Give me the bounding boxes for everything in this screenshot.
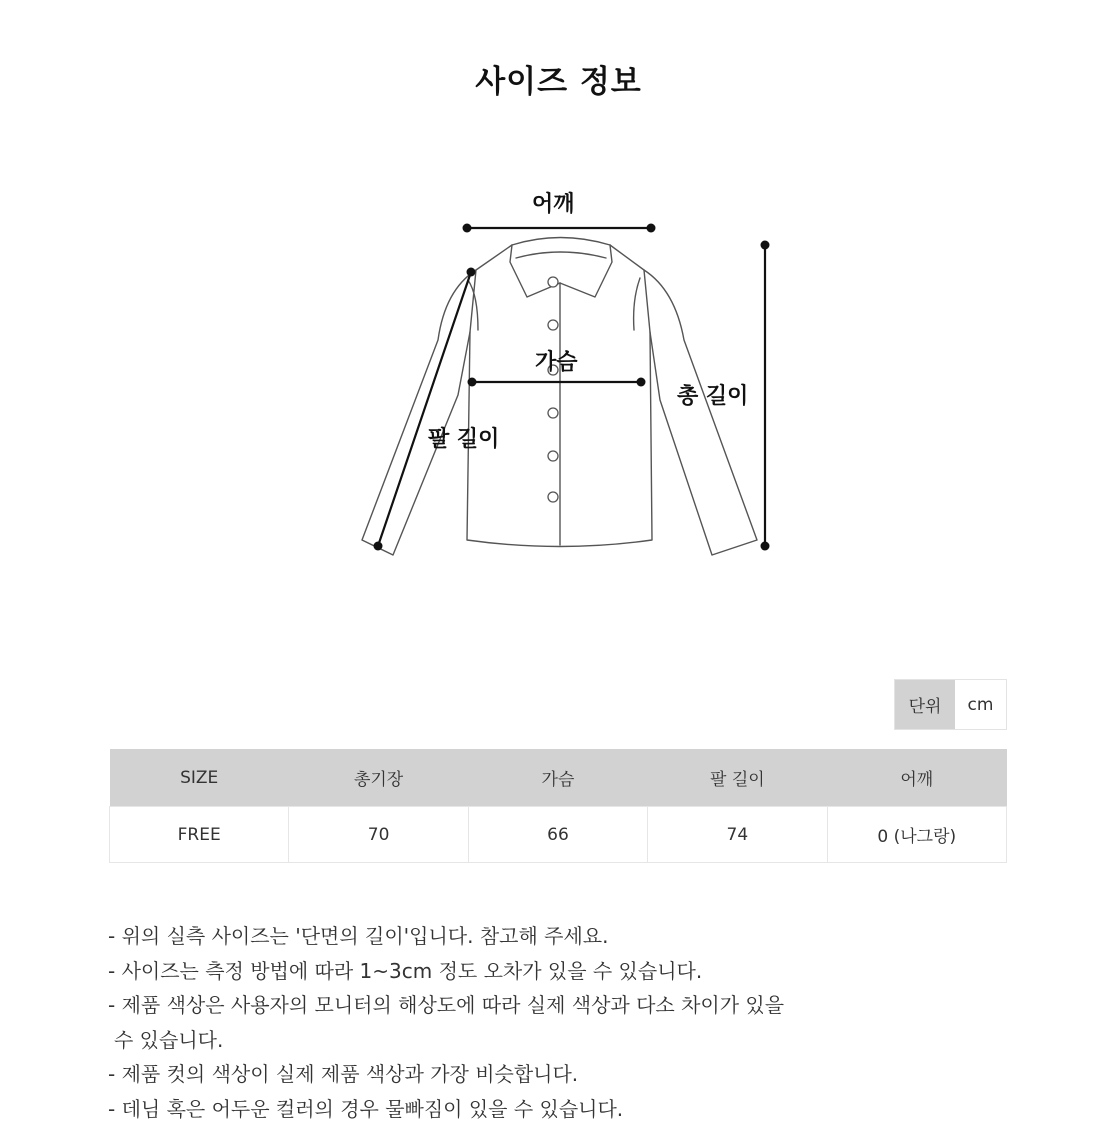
note-item: - 제품 색상은 사용자의 모니터의 해상도에 따라 실제 색상과 다소 차이가 있을 <box>108 988 888 1023</box>
unit-value: cm <box>955 680 1006 729</box>
shirt-buttons <box>548 277 558 502</box>
cell-sleeve-length: 74 <box>648 807 827 863</box>
chest-label: 가슴 <box>535 352 578 374</box>
sleeve-length-label: 팔 길이 <box>428 429 499 451</box>
total-length-label: 총 길이 <box>677 386 748 408</box>
cell-size: FREE <box>110 807 289 863</box>
unit-label: 단위 <box>895 680 955 729</box>
table-header-row <box>110 749 1007 807</box>
header-chest: 가슴 <box>468 749 647 807</box>
page-title: 사이즈 정보 <box>0 56 1117 101</box>
table-row <box>110 807 1007 863</box>
sleeve-length-line <box>378 272 471 546</box>
size-table <box>109 749 1007 863</box>
header-total-length: 총기장 <box>289 749 468 807</box>
note-item: - 위의 실측 사이즈는 '단면의 길이'입니다. 참고해 주세요. <box>108 919 888 954</box>
note-item: - 사이즈는 측정 방법에 따라 1~3cm 정도 오차가 있을 수 있습니다. <box>108 954 888 989</box>
note-item: - 데님 혹은 어두운 컬러의 경우 물빠짐이 있을 수 있습니다. <box>108 1092 888 1126</box>
header-size: SIZE <box>110 749 289 807</box>
notes-list <box>108 919 888 1126</box>
unit-indicator <box>894 679 1007 730</box>
note-item: - 제품 컷의 색상이 실제 제품 색상과 가장 비슷합니다. <box>108 1057 888 1092</box>
header-sleeve-length: 팔 길이 <box>648 749 827 807</box>
cell-chest: 66 <box>468 807 647 863</box>
cell-total-length: 70 <box>289 807 468 863</box>
note-item-continued: 수 있습니다. <box>108 1023 888 1058</box>
shoulder-label: 어깨 <box>532 194 575 216</box>
cell-shoulder: 0 (나그랑) <box>827 807 1006 863</box>
header-shoulder: 어깨 <box>827 749 1006 807</box>
